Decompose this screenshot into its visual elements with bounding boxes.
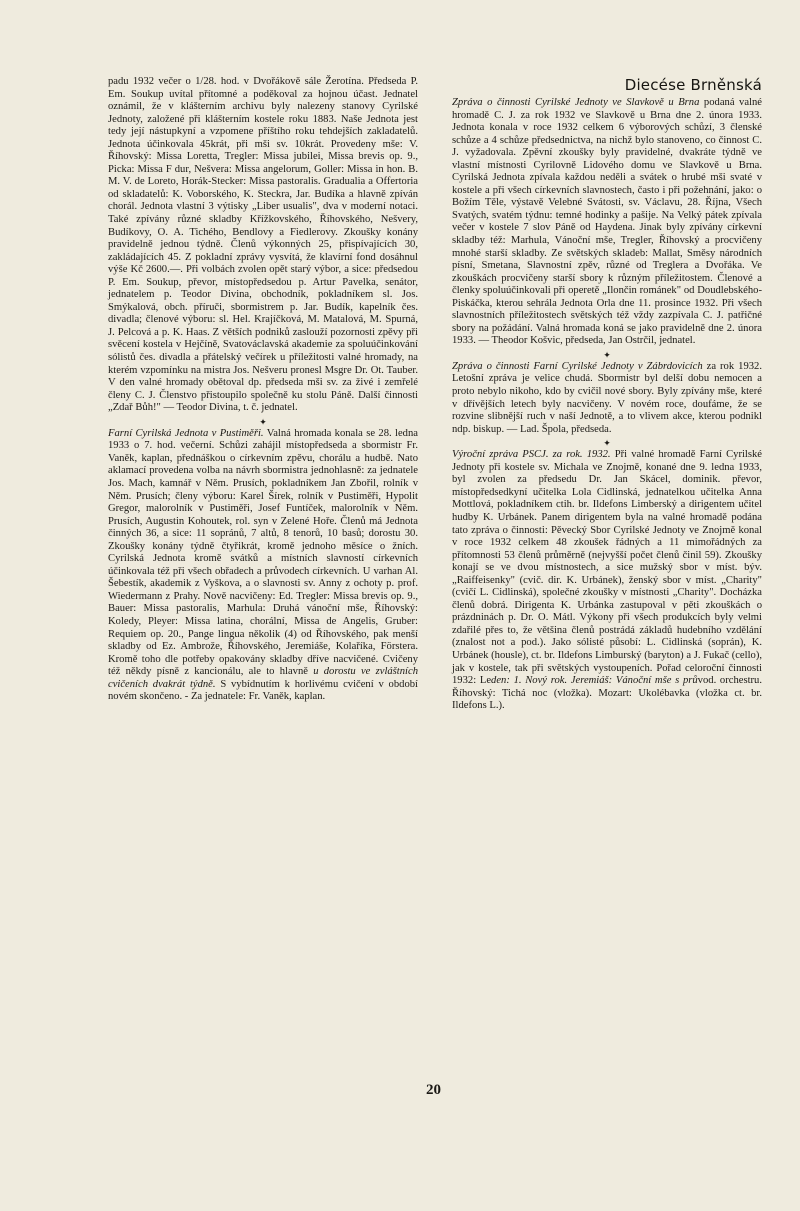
slavkov-report bbox=[452, 97, 762, 348]
olomouc-report-text: padu 1932 večer o 1/28. hod. v Dvořákově sále Žerotína. Předseda P. Em. Soukup uvítal přítomné a poděkoval za hojnou účast. Jednatel oznámil, že v klášterním archivu byly nalezeny stanovy Cyrilské Jednoty, založené při klášterním kostele roku 1883. Naše Jednota jest tedy její nástupkyní a vzpomene příštího roku tehdejších zakladatelů. Jednota účinkovala 45krát, při mši sv. 10krát. Provedeny mše: V. Říhovský: Missa Loretta, Tregler: Missa jubilei, Missa brevis op. 9., Picka: Missa F dur, Nešvera: Missa angelorum, Goller: Missa in hon. B. M. V. de Loreto, Horák-Stecker: Missa pastoralis. Gradualia a Offertoria od skladatelů: K. Voborského, K. Steckra, Jar. Budíka a hlavně zpíván chorál. Jednota vlastní 3 výtisky „Liber usualis", dva v moderní notaci. Také zpívány různé skladby Křížkovského, Říhovského, Nešvery, Budíkovy, O. A. Tichého, Bendlovy a Fiedlerovy. Zkoušky konány pravidelně jednou týdně. Členů výkonných 25, přispívajících 30, zakládajících 45. Z pokladní zprávy vysvítá, že klavírní fond dosáhnul výše Kč 2600.—. Při volbách zvolen opět starý výbor, a sice: předsedou P. Em. Soukup, převor, místopředsedou p. Artur Pavelka, senátor, jednatelem p. Teodor Divina, obchodník, pokladníkem sl. Jos. Smýkalová, obch. příruči, sbormistrem p. Jar. Budík, kapelník čes. divadla; členové výboru: sl. Hel. Krajíčková, M. Matalová, M. Spurná, J. Pelcová a p. K. Haas. Z větších podniků zaslouží pozornosti zpěvy při svěcení kostela v Hejčíně, Svatováclavská akademie za spoluúčinkování sólistů čes. divadla a přátelský večírek u příležitosti valné hromady, na kterém vzpomínku na mistra Jos. Nešveru pronesl Msgre Dr. Ot. Tauber. V den valné hromady obětoval dp. předseda mši sv. za živé i zemřelé členy C. J. Členstvo přistoupilo společně ku stolu Páně. Další činnosti „Zdař Bůh!" — Teodor Divina, t. č. jednatel. bbox=[108, 76, 418, 414]
zabrdovice-report bbox=[452, 361, 762, 436]
zabrdovice-report-text: za rok 1932. Letošní zpráva je velice chudá. Sbormistr byl delší dobu nemocen a proto nebylo nikoho, kdo by cvičil nové sbory. Byly zpívány mše, které v dřívějších letech byly nacvičeny. V novém roce, doufáme, že se rozvine slibnější ruch v naší Jednotě, a to vlivem akce, kterou podnikl ndp. biskup. — Lad. Špola, předseda. bbox=[452, 360, 762, 435]
section-separator: ✦ bbox=[603, 438, 611, 449]
pustimer-report bbox=[108, 428, 418, 704]
znojmo-report bbox=[452, 449, 762, 712]
znojmo-report-title: Výroční zpráva PSCJ. za rok. 1932. bbox=[452, 449, 611, 461]
znojmo-report-end: vod. orchestru. Říhovský: Tichá noc (vložka). Mozart: Ukolébavka (vložka ct. br. Ildefons L.). bbox=[452, 675, 762, 712]
left-column bbox=[108, 76, 418, 704]
pustimer-report-italic: u dorostu ve zvláštních cvičeních dvakrát týdně. bbox=[108, 666, 418, 690]
znojmo-report-italic: den: 1. Nový rok. Jeremiáš: Vánoční mše s prů bbox=[491, 675, 698, 687]
pustimer-report-text: Valná hromada konala se 28. ledna 1933 o 7. hod. večerní. Schůzi zahájil místopředseda a sbormistr Fr. Vaněk, kaplan, přednáškou o církevním zpěvu, chorálu a hudbě. Nato aklamací provedena volba na návrh sbormistra jednohlasně: za jednatele Jos. Mach, kamnář v Něm. Prusích, pokladníkem Jan Zbořil, rolník v Něm. Prusích; členy výboru: Karel Šírek, rolník v Pustiměři, Hypolit Gregor, malorolník v Pustiměři, Josef Funtíček, malorolník v Něm. Prusích, Augustin Kohoutek, rol. syn v Zelené Hoře. Členů má Jednota činných 36, a sice: 11 sopránů, 7 altů, 8 tenorů, 10 basů; dorostu 30. Zkoušky konány týdně čtyřikrát, kromě jednoho měsíce o žních. Cyrilská Jednota kromě svátků a místních slavností církevních účinkovala též při všech obřadech a průvodech církevních. U varhan Al. Šebestík, akademik z Vyškova, a o slavnosti sv. Anny z ochoty p. prof. Wiedermann z Prahy. Nově nacvičeny: Ed. Tregler: Missa brevis op. 9., Bauer: Missa pastoralis, Marhula: Druhá vánoční mše, Říhovský: Koledy, Pleyer: Missa latina, chorální, Missa de Angelis, Gruber: Requiem op. 20., Pange lingua několik (4) od Říhovského, pak menší skladby od Ez. Ambrože, Říhovského, Jeremiáše, Kolaříka, Förstera. Kromě toho dle potřeby opakovány skladby dříve nacvičené. Cvičeny též někdy písně z kancionálu, ale to hlavně bbox=[108, 427, 418, 678]
pustimer-report-end: S vybídnutím k horlivému cvičení v období novém skončeno. - Za jednatele: Fr. Vaněk, kaplan. bbox=[108, 678, 418, 703]
slavkov-report-text: podaná valné hromadě C. J. za rok 1932 ve Slavkově u Brna dne 2. února 1933. Jednota konala v roce 1932 celkem 6 výborových schůzí, 3 členské schůze a 4 schůze předsednictva, na nichž bylo stanoveno, co činnost C. J. vyžadovala. Zpěvní zkoušky byly pravidelné, dvakráte týdně ve vlastní místnosti Cyrilovně Lidového domu ve Slavkově u Brna. Cyrilská Jednota zpívala každou neděli a svátek o hrubé mši svaté v kostele a při všech církevních slavnostech, často i při požehnání, jako: o Božím Těle, výstavě Velebné Svátosti, sv. Václavu, 28. Října, Všech Svatých, svatém týdnu: temné hodinky a pašije. Na Velký pátek zpívala večer v kostele 7 slov Páně od Haydena. Jinak byly zpívány církevní skladby též: Marhula, Vánoční mše, Tregler, Říhovský a procvičeny mnohé starší skladby. Ze světských skladeb: Mallat, Směsy národních písní, Smetana, Slavnostní zpěv, různé od Treglera a Dvořáka. Ve zkouškách procvičeny starší sbory k různým příležitostem. Členové a členky spoluúčinkovali při operetě „Ilončin románek" od Doudlebského-Piskáčka, kterou sehrála Jednota Orla dne 11. prosince 1932. Při všech slavnostních příležitostech světských též vždy zazpívala C. J. patřičné sbory na požádání. Valná hromada koná se jako pravidelně dne 2. února 1933. — Theodor Košvic, předseda, Jan Ostrčil, jednatel. bbox=[452, 97, 762, 347]
section-separator: ✦ bbox=[259, 416, 267, 427]
section-separator: ✦ bbox=[603, 349, 611, 360]
pustimer-report-title: Farní Cyrilská Jednota v Pustiměři. bbox=[108, 427, 264, 439]
page-number: 20 bbox=[426, 1082, 441, 1098]
zabrdovice-report-title: Zpráva o činnosti Farní Cyrilské Jednoty v Zábrdovicích bbox=[452, 360, 703, 372]
znojmo-report-text: Při valné hromadě Farní Cyrilské Jednoty při kostele sv. Michala ve Znojmě, konané dne 9. ledna 1933, byl zvolen za předsedu Dr. Jan Skácel, dominik. převor, místopředsedkyní učitelka Lola Cidlinská, jednatelkou učitelka Anna Mottlová, pokladníkem ctih. br. Ildefons Limberský a dirigentem učitel hudby K. Urbánek. Panem dirigentem byla na valné hromadě podána tato zpráva o činnosti: Pěvecký Sbor Cyrilské Jednoty ve Znojmě konal v roce 1932 celkem 48 zkoušek řádných a 11 mimořádných za přítomnosti 53 členů průměrně (nejvyšší počet členů činil 59). Zkoušky konají se ve dvou místnostech, a sice mužský sbor v míst. býv. „Raiffeisenky" (cvič. dir. K. Urbánek), ženský sbor v míst. „Charity" (cvičí L. Cidlinská), společné zkoušky v místnosti „Charity". Docházka členů dobrá. Dirigenta K. Urbánka zastupoval v pěti zkouškách o prázdninách p. Dr. O. Mátl. Výkony při všech produkcích byly velmi zdařilé přes to, že většina členů postrádá základů hudebního vzdělání (znalost not a pod.). Jako sólisté působí: L. Cidlinská (soprán), K. Urbánek (housle), ct. br. Ildefons Limburský (baryton) a J. Fukač (cello), jak v kostele, tak při světských vystoupeních. Pořad celoroční činnosti 1932: Le bbox=[452, 449, 762, 687]
right-column bbox=[452, 76, 762, 713]
olomouc-report bbox=[108, 76, 418, 415]
diocese-heading: Diecése Brněnská bbox=[624, 76, 762, 94]
slavkov-report-title: Zpráva o činnosti Cyrilské Jednoty ve Slavkově u Brna bbox=[452, 97, 700, 108]
